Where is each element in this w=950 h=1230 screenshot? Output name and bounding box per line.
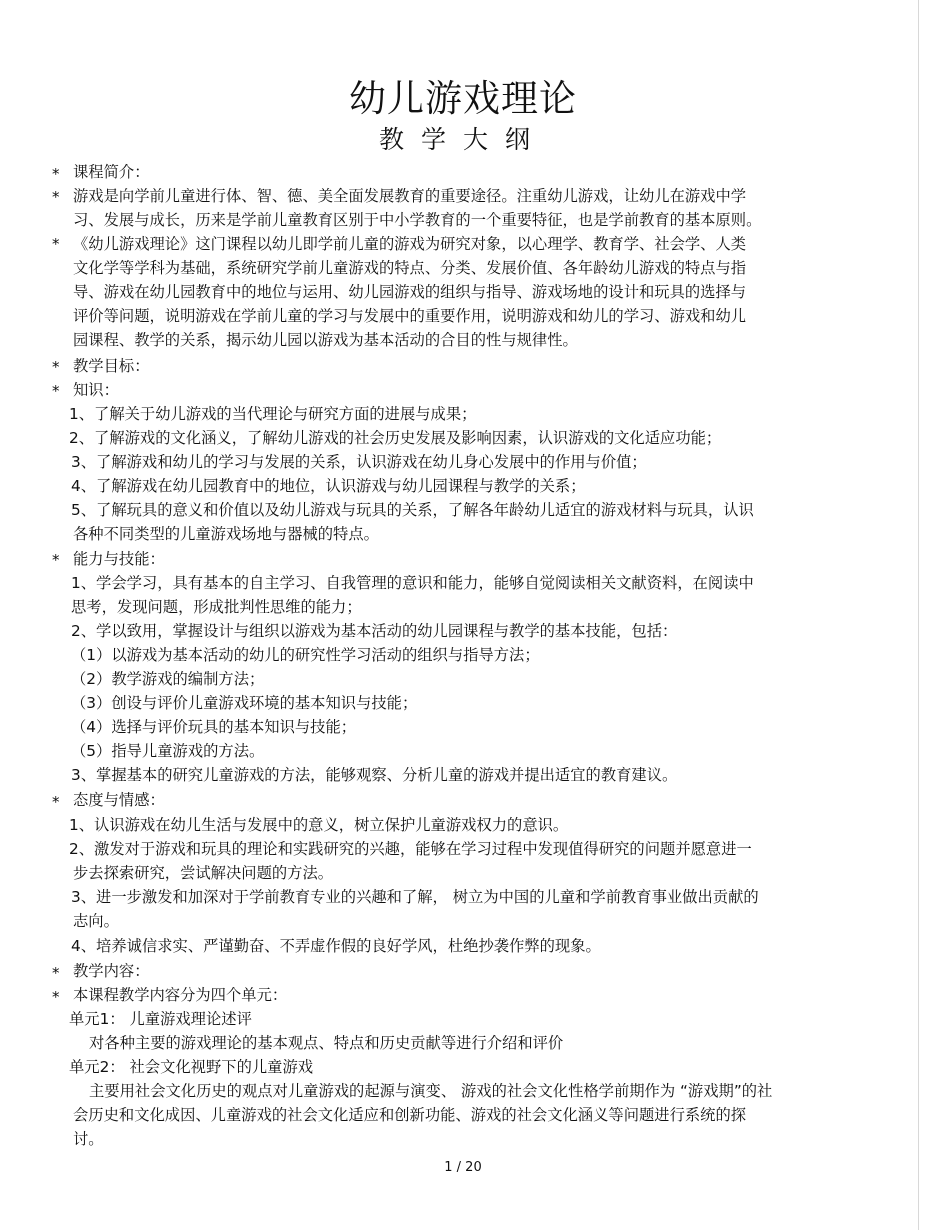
bullet-marker: * bbox=[52, 964, 60, 982]
bullet-marker: * bbox=[52, 188, 60, 206]
list-item: 1、学会学习，具有基本的自主学习、自我管理的意识和能力，能够自觉阅读相关文献资料，在阅读中 bbox=[71, 574, 754, 592]
page-number: 1 / 20 bbox=[444, 1160, 482, 1175]
subsection-heading-attitude: 态度与情感： bbox=[73, 791, 165, 809]
unit-heading: 单元1： 儿童游戏理论述评 bbox=[69, 1010, 252, 1028]
subsection-heading-knowledge: 知识： bbox=[73, 381, 119, 399]
sub-list-item: （4）选择与评价玩具的基本知识与技能； bbox=[71, 718, 357, 736]
list-item: 3、了解游戏和幼儿的学习与发展的关系，认识游戏在幼儿身心发展中的作用与价值； bbox=[71, 453, 647, 471]
bullet-marker: * bbox=[52, 165, 60, 183]
paragraph-line: 评价等问题，说明游戏在学前儿童的学习与发展中的重要作用，说明游戏和幼儿的学习、游戏和幼儿 bbox=[73, 307, 747, 325]
paragraph-line: 文化学等学科为基础，系统研究学前儿童游戏的特点、分类、发展价值、各年龄幼儿游戏的特点与指 bbox=[73, 259, 747, 277]
bullet-marker: * bbox=[52, 358, 60, 376]
paragraph-line: 《幼儿游戏理论》这门课程以幼儿即学前儿童的游戏为研究对象，以心理学、教育学、社会学、人类 bbox=[73, 235, 747, 253]
bullet-marker: * bbox=[52, 551, 60, 569]
page-edge-divider bbox=[918, 0, 919, 1230]
paragraph-line: 习、发展与成长，历来是学前儿童教育区别于中小学教育的一个重要特征，也是学前教育的基本原则。 bbox=[73, 211, 762, 229]
bullet-marker: * bbox=[52, 988, 60, 1006]
sub-list-item: （5）指导儿童游戏的方法。 bbox=[71, 742, 265, 760]
list-item: 1、了解关于幼儿游戏的当代理论与研究方面的进展与成果； bbox=[69, 405, 477, 423]
paragraph-line: 对各种主要的游戏理论的基本观点、特点和历史贡献等进行介绍和评价 bbox=[89, 1034, 564, 1052]
bullet-marker: * bbox=[52, 235, 60, 253]
section-heading-course-intro: 课程简介： bbox=[73, 163, 150, 181]
section-heading-teaching-content: 教学内容： bbox=[73, 962, 150, 980]
section-heading-teaching-goals: 教学目标： bbox=[73, 357, 150, 375]
paragraph-line: 本课程教学内容分为四个单元： bbox=[73, 986, 288, 1004]
paragraph-line: 讨。 bbox=[73, 1130, 104, 1148]
list-item-continuation: 志向。 bbox=[73, 912, 119, 930]
paragraph-line: 游戏是向学前儿童进行体、智、德、美全面发展教育的重要途径。注重幼儿游戏，让幼儿在游戏中学 bbox=[73, 187, 747, 205]
sub-list-item: （2）教学游戏的编制方法； bbox=[71, 670, 265, 688]
document-subtitle: 教学大纲 bbox=[378, 125, 547, 154]
list-item-continuation: 步去探索研究，尝试解决问题的方法。 bbox=[73, 864, 334, 882]
list-item-continuation: 各种不同类型的儿童游戏场地与器械的特点。 bbox=[73, 525, 379, 543]
list-item: 2、了解游戏的文化涵义，了解幼儿游戏的社会历史发展及影响因素，认识游戏的文化适应功能； bbox=[69, 429, 722, 447]
list-item: 4、了解游戏在幼儿园教育中的地位，认识游戏与幼儿园课程与教学的关系； bbox=[71, 477, 586, 495]
paragraph-line: 主要用社会文化历史的观点对儿童游戏的起源与演变、 游戏的社会文化性格学前期作为 “游戏期”的社 bbox=[89, 1082, 773, 1100]
subsection-heading-skills: 能力与技能： bbox=[73, 550, 165, 568]
list-item-continuation: 思考，发现问题，形成批判性思维的能力； bbox=[71, 598, 362, 616]
unit-heading: 单元2： 社会文化视野下的儿童游戏 bbox=[69, 1058, 314, 1076]
list-item: 2、激发对于游戏和玩具的理论和实践研究的兴趣，能够在学习过程中发现值得研究的问题并愿意进一 bbox=[69, 840, 752, 858]
sub-list-item: （1）以游戏为基本活动的幼儿的研究性学习活动的组织与指导方法； bbox=[71, 646, 540, 664]
paragraph-line: 会历史和文化成因、儿童游戏的社会文化适应和创新功能、游戏的社会文化涵义等问题进行系统的探 bbox=[73, 1106, 747, 1124]
list-item: 2、学以致用，掌握设计与组织以游戏为基本活动的幼儿园课程与教学的基本技能，包括： bbox=[71, 622, 678, 640]
bullet-marker: * bbox=[52, 382, 60, 400]
list-item: 4、培养诚信求实、严谨勤奋、不弄虚作假的良好学风，杜绝抄袭作弊的现象。 bbox=[71, 937, 601, 955]
list-item: 5、了解玩具的意义和价值以及幼儿游戏与玩具的关系，了解各年龄幼儿适宜的游戏材料与玩具，认识 bbox=[71, 501, 754, 519]
list-item: 3、进一步激发和加深对于学前教育专业的兴趣和了解， 树立为中国的儿童和学前教育事业做出贡献的 bbox=[71, 888, 759, 906]
paragraph-line: 导、游戏在幼儿园教育中的地位与运用、幼儿园游戏的组织与指导、游戏场地的设计和玩具的选择与 bbox=[73, 283, 747, 301]
paragraph-line: 园课程、教学的关系，揭示幼儿园以游戏为基本活动的合目的性与规律性。 bbox=[73, 331, 578, 349]
sub-list-item: （3）创设与评价儿童游戏环境的基本知识与技能； bbox=[71, 694, 418, 712]
document-title: 幼儿游戏理论 bbox=[349, 77, 577, 120]
bullet-marker: * bbox=[52, 793, 60, 811]
list-item: 1、认识游戏在幼儿生活与发展中的意义，树立保护儿童游戏权力的意识。 bbox=[69, 816, 569, 834]
list-item: 3、掌握基本的研究儿童游戏的方法，能够观察、分析儿童的游戏并提出适宜的教育建议。 bbox=[71, 766, 678, 784]
